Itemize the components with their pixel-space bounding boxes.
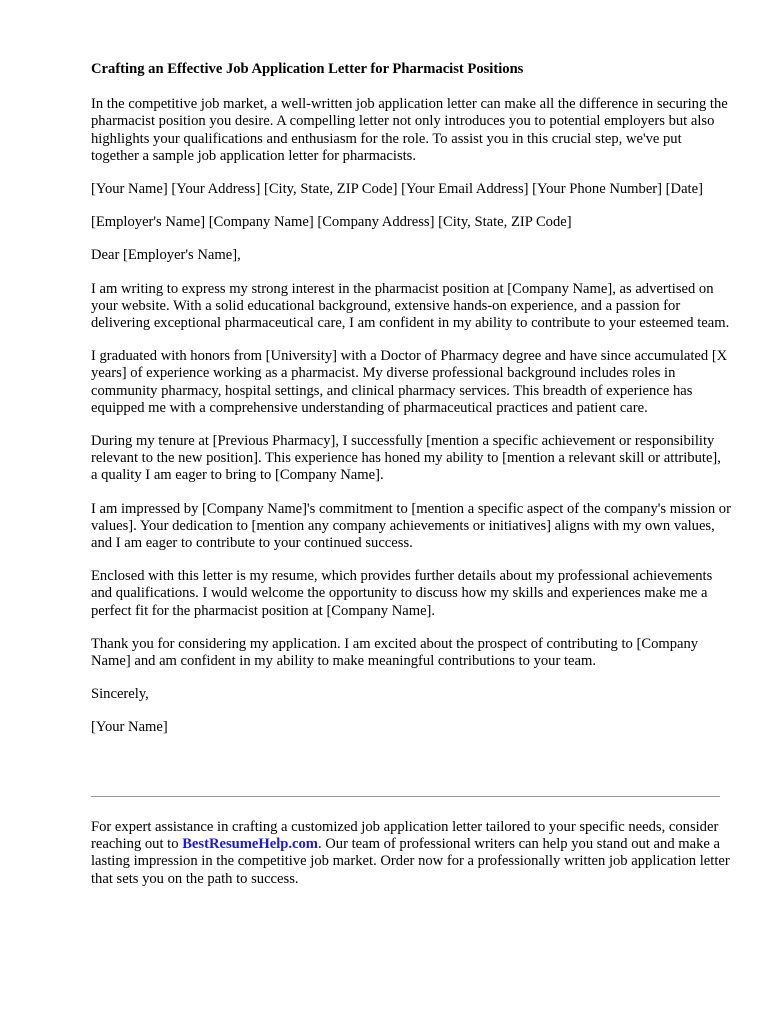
- body-paragraph: Enclosed with this letter is my resume, which provides further details about my professional achievements and qualifications. I would welcome the opportunity to discuss how my skills and experiences make me a perfect fit for the pharmacist position at [Company Name].: [91, 568, 713, 619]
- document-title: Crafting an Effective Job Application Letter for Pharmacist Positions: [91, 61, 524, 77]
- sender-address-block: [Your Name] [Your Address] [City, State, ZIP Code] [Your Email Address] [Your Phone Number] [Date]: [91, 181, 703, 198]
- footer-text-before-link: For expert assistance in crafting a customized job application letter tailored to your specific needs, consider reaching out to: [91, 819, 719, 853]
- intro-paragraph: In the competitive job market, a well-written job application letter can make all the difference in securing the pharmacist position you desire. A compelling letter not only introduces you to potential employers but also highlights your qualifications and enthusiasm for the role. To assist you in this crucial step, we've put together a sample job application letter for pharmacists.: [91, 96, 728, 164]
- body-paragraph: I am writing to express my strong interest in the pharmacist position at [Company Name], as advertised on your website. With a solid educational background, extensive hands-on experience, and a passion for delivering exceptional pharmaceutical care, I am confident in my ability to contribute to your esteemed team.: [91, 280, 730, 332]
- signature: [Your Name]: [91, 719, 168, 736]
- section-divider: [91, 796, 720, 797]
- bestresumehelp-link[interactable]: BestResumeHelp.com: [182, 836, 318, 853]
- footer-text-after-link: . Our team of professional writers can help you stand out and make a lasting impression in the competitive job market. Order now for a professionally written job application letter that sets you on the path to success.: [91, 836, 730, 887]
- body-paragraph: I am impressed by [Company Name]'s commitment to [mention a specific aspect of the company's mission or values]. Your dedication to [mention any company achievements or initiatives] aligns with my own values, and I am eager to contribute to your continued success.: [91, 500, 731, 552]
- salutation: Dear [Employer's Name],: [91, 247, 241, 264]
- body-paragraph: During my tenure at [Previous Pharmacy], I successfully [mention a specific achievement or responsibility relevant to the new position]. This experience has honed my ability to [mention a relevant skill or attribute], a quality I am eager to bring to [Company Name].: [91, 433, 721, 484]
- footer-promo: [91, 819, 731, 888]
- recipient-address-block: [Employer's Name] [Company Name] [Company Address] [City, State, ZIP Code]: [91, 214, 572, 231]
- closing: Sincerely,: [91, 686, 149, 703]
- letter-body: [91, 61, 731, 753]
- footer-paragraph: [91, 819, 731, 888]
- body-paragraph: I graduated with honors from [University] with a Doctor of Pharmacy degree and have since accumulated [X years] of experience working as a pharmacist. My diverse professional background includes roles in community pharmacy, hospital settings, and clinical pharmacy services. This breadth of experience has equipped me with a comprehensive understanding of pharmaceutical practices and patient care.: [91, 348, 728, 416]
- body-paragraph: Thank you for considering my application. I am excited about the prospect of contributing to [Company Name] and am confident in my ability to make meaningful contributions to your team.: [91, 635, 699, 670]
